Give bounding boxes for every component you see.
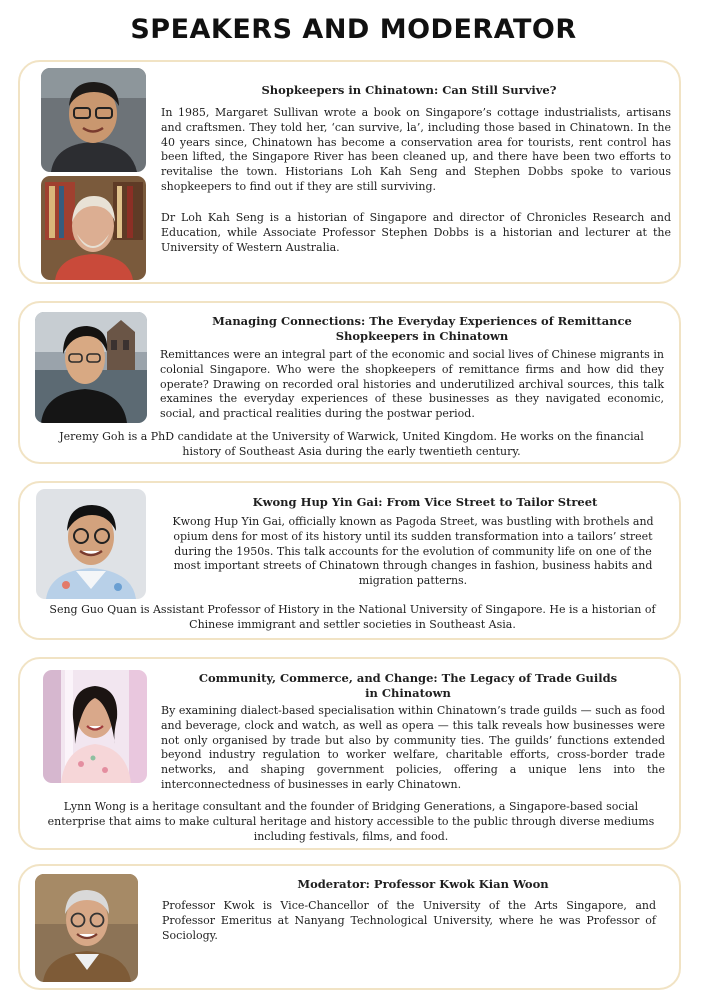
talk-2-title: Managing Connections: The Everyday Experiences of Remittance Shopkeepers in Chinatown	[212, 314, 632, 343]
talk-card-1	[18, 60, 681, 284]
moderator-title: Moderator: Professor Kwok Kian Woon	[297, 877, 549, 891]
talk-card-2	[18, 301, 681, 464]
talk-card-3	[18, 481, 681, 640]
moderator-photo-kwok-kian-woon	[35, 874, 138, 982]
talk-2-abstract: Remittances were an integral part of the economic and social lives of Chinese migrants in colonial Singapore. Who were the shopkeepers of remittance firms and how did they operate? Drawing on recorded oral histories and underutilized archival sources, this talk examines the everyday experiences of these businesses as they navigated economic, social, and practical realities during the postwar period.	[160, 348, 664, 421]
talk-4-abstract: By examining dialect-based specialisation within Chinatown’s trade guilds — such as food and beverage, clock and watch, as well as opera — this talk reveals how businesses were not only organised by trade but also by community ties. The guilds’ functions extended beyond industry regulation to worker welfare, charitable efforts, cross-border trade networks, and shaping government policies, offering a unique lens into the interconnectedness of businesses in early Chinatown.	[161, 704, 665, 791]
speaker-photo-lynn-wong	[43, 670, 147, 783]
moderator-bio: Professor Kwok is Vice-Chancellor of the University of the Arts Singapore, and Professor Emeritus at Nanyang Technological University, where he was Professor of Sociology.	[162, 899, 656, 942]
talk-1-bio: Dr Loh Kah Seng is a historian of Singapore and director of Chronicles Research and Education, while Associate Professor Stephen Dobbs is a historian and lecturer at the University of Western Australia.	[161, 211, 671, 254]
speaker-photo-seng-guo-quan	[36, 489, 146, 599]
talk-3-bio: Seng Guo Quan is Assistant Professor of History in the National University of Singapore. He is a historian of Chinese immigrant and settler societies in Southeast Asia.	[49, 603, 656, 631]
talk-1-abstract: In 1985, Margaret Sullivan wrote a book on Singapore’s cottage industrialists, artisans and craftsmen. They told her, ‘can survive, la’, including those based in Chinatown. In the 40 years since, Chinatown has become a conservation area for tourists, rent control has been lifted, the Singapore River has been cleaned up, and there have been two efforts to revitalise the town. Historians Loh Kah Seng and Stephen Dobbs spoke to various shopkeepers to find out if they are still surviving.	[161, 106, 671, 193]
talk-1-title: Shopkeepers in Chinatown: Can Still Survive?	[261, 83, 557, 97]
speaker-photo-loh-kah-seng	[41, 68, 146, 172]
talk-2-bio: Jeremy Goh is a PhD candidate at the University of Warwick, United Kingdom. He works on the financial history of Southeast Asia during the early twentieth century.	[59, 430, 644, 458]
speaker-photo-stephen-dobbs	[41, 176, 146, 280]
moderator-card	[18, 864, 681, 990]
speaker-photo-jeremy-goh	[35, 312, 147, 423]
talk-card-4	[18, 657, 681, 850]
talk-3-abstract: Kwong Hup Yin Gai, officially known as Pagoda Street, was bustling with brothels and opium dens for most of its history until its sudden transformation into a tailors’ street during the 1950s. This talk accounts for the evolution of community life on one of the most important streets of Chinatown through changes in fashion, business habits and migration patterns.	[172, 515, 654, 588]
page-title: SPEAKERS AND MODERATOR	[130, 14, 577, 45]
talk-4-title: Community, Commerce, and Change: The Legacy of Trade Guilds in Chinatown	[198, 671, 618, 700]
talk-4-bio: Lynn Wong is a heritage consultant and the founder of Bridging Generations, a Singapore-based social enterprise that aims to make cultural heritage and history accessible to the public through diverse mediums including festivals, films, and food.	[47, 800, 655, 843]
talk-3-title: Kwong Hup Yin Gai: From Vice Street to Tailor Street	[252, 495, 598, 509]
